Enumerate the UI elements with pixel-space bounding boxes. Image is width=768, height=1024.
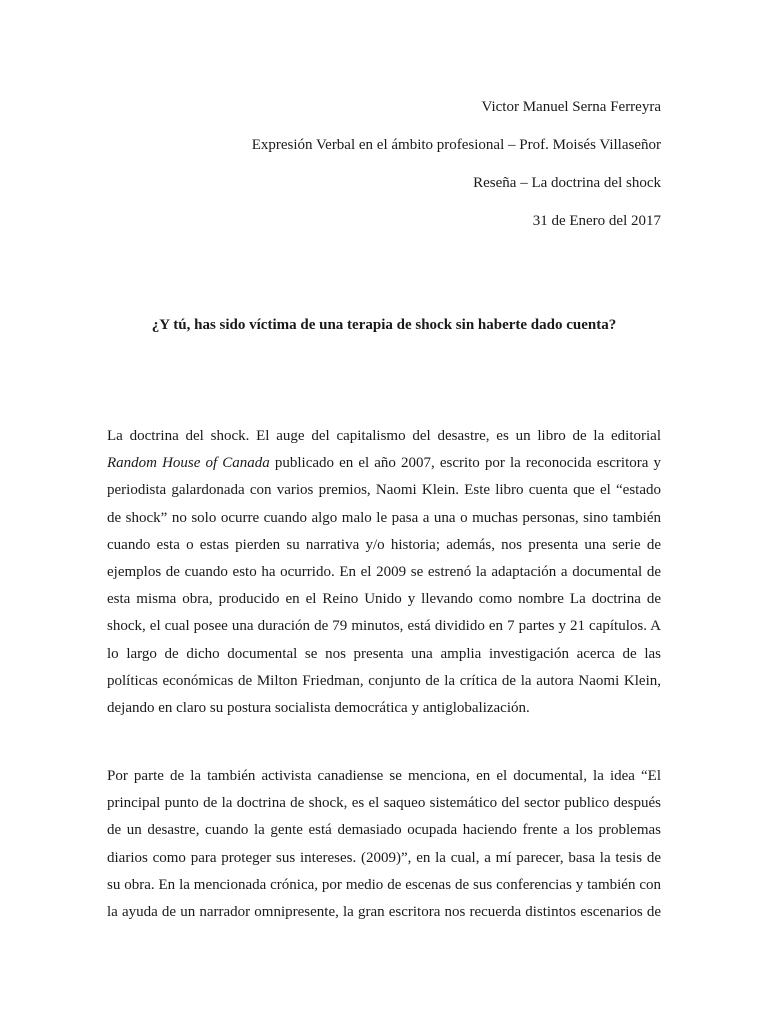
text-line: periodista galardonada con varios premios, Naomi Klein. Este libro cuenta que el “estado: [107, 482, 661, 499]
text-line: su obra. En la mencionada crónica, por medio de escenas de sus conferencias y también con: [107, 876, 661, 893]
publisher-name: Random House of Canada: [107, 455, 270, 472]
text-line: esta misma obra, producido en el Reino Unido y llevando como nombre La doctrina de: [107, 591, 661, 608]
paragraph-2: [107, 763, 661, 926]
text-line: diarios como para proteger sus intereses. (2009)”, en la cual, a mí parecer, basa la tesis de: [107, 849, 661, 866]
author-name: Victor Manuel Serna Ferreyra: [481, 99, 661, 115]
document-title: ¿Y tú, has sido víctima de una terapia de shock sin haberte dado cuenta?: [151, 317, 617, 333]
paragraph-1: [107, 423, 661, 722]
assignment-name: Reseña – La doctrina del shock: [473, 175, 661, 191]
text-line: [107, 450, 661, 477]
text-line: de shock” no solo ocurre cuando algo malo le pasa a una o muchas personas, sino también: [107, 509, 661, 526]
text-line: dejando en claro su postura socialista democrática y antiglobalización.: [107, 700, 530, 717]
text-line: cuando esta o estas pierden su narrativa y/o historia; además, nos presenta una serie de: [107, 536, 661, 553]
text-line: shock, el cual posee una duración de 79 minutos, está dividido en 7 partes y 21 capítulos. A: [107, 618, 661, 635]
document-header: [252, 88, 661, 240]
course-name: Expresión Verbal en el ámbito profesional – Prof. Moisés Villaseñor: [251, 137, 661, 153]
text-line: políticas económicas de Milton Friedman, conjunto de la crítica de la autora Naomi Klein,: [107, 672, 661, 689]
text-line: Por parte de la también activista canadiense se menciona, en el documental, la idea “El: [107, 768, 661, 784]
text-line: ejemplos de cuando esto ha ocurrido. En el 2009 se estrenó la adaptación a documental de: [107, 564, 661, 581]
text-line: de un desastre, cuando la gente está demasiado ocupada haciendo frente a los problemas: [107, 822, 661, 839]
text-line: la ayuda de un narrador omnipresente, la gran escritora nos recuerda distintos escenarios de: [107, 904, 661, 921]
text-fragment: publicado en el año 2007, escrito por la reconocida escritora y: [269, 455, 661, 472]
text-line: lo largo de dicho documental se nos presenta una amplia investigación acerca de las: [107, 645, 661, 662]
document-date: 31 de Enero del 2017: [532, 213, 661, 229]
text-line: La doctrina del shock. El auge del capitalismo del desastre, es un libro de la editorial: [107, 428, 661, 444]
text-line: principal punto de la doctrina de shock, es el saqueo sistemático del sector publico después: [107, 795, 661, 812]
